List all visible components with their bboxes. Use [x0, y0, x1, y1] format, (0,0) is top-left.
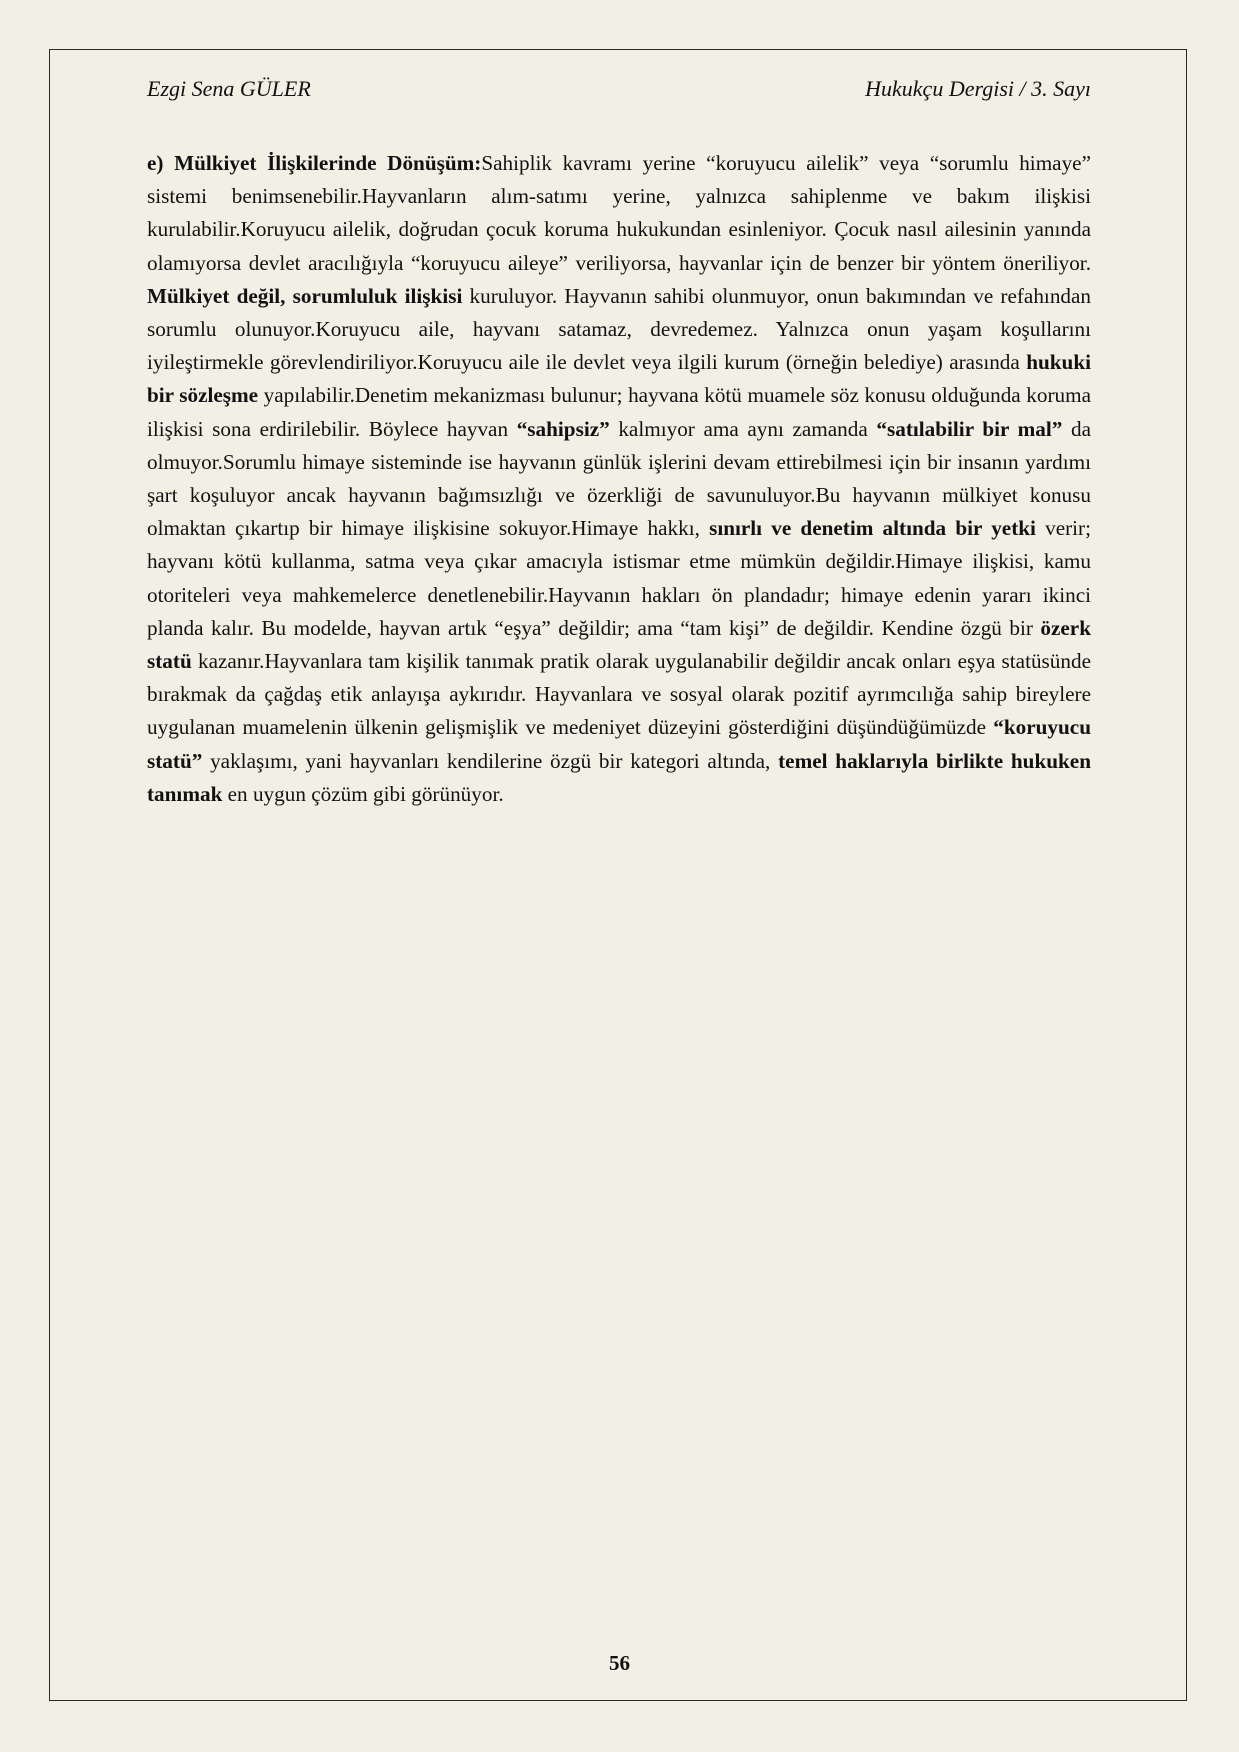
- text-run: kazanır.Hayvanlara tam kişilik tanımak pratik olarak uygulanabilir değildir ancak onları eşya statüsünde bırakmak da çağdaş etik anlayışa aykırıdır. Hayvanlara ve sosyal olarak pozitif ayrımcılığa sahip bireylere uygulanan muamelenin ülkenin gelişmişlik ve medeniyet düzeyini gösterdiğini düşündüğümüzde: [147, 649, 1091, 740]
- text-run: kalmıyor ama aynı zamanda: [609, 416, 877, 441]
- emphasis: özerk statü: [147, 615, 1091, 674]
- text-run: kuruluyor. Hayvanın sahibi olunmuyor, onun bakımından ve refahından sorumlu olunuyor.Koruyucu aile, hayvanı satamaz, devredemez. Yalnızca onun yaşam koşullarını iyileştirmekle görevlendiriliyor.Koruyucu aile ile devlet veya ilgili kurum (örneğin belediye) arasında: [147, 283, 1092, 375]
- emphasis: “sahipsiz”: [516, 416, 610, 441]
- header-author: Ezgi Sena GÜLER: [147, 76, 311, 101]
- text-run: en uygun çözüm gibi görünüyor.: [222, 781, 504, 806]
- body-paragraph: [147, 147, 1091, 811]
- text-run: da olmuyor.Sorumlu himaye sisteminde ise hayvanın günlük işlerini devam ettirebilmesi için bir insanın yardımı şart koşuluyor ancak hayvanın bağımsızlığı ve özerkliği de savunuluyor.Bu hayvanın mülkiyet konusu olmaktan çıkartıp bir himaye ilişkisine sokuyor.Himaye hakkı,: [147, 416, 1091, 541]
- text-run: yaklaşımı, yani hayvanları kendilerine özgü bir kategori altında,: [202, 748, 779, 773]
- header-journal: Hukukçu Dergisi / 3. Sayı: [865, 76, 1091, 101]
- text-run: yapılabilir.Denetim mekanizması bulunur; hayvana kötü muamele söz konusu olduğunda koruma ilişkisi sona erdirilebilir. Böylece hayvan: [147, 383, 1091, 441]
- section-heading: e) Mülkiyet İlişkilerinde Dönüşüm:: [147, 151, 482, 175]
- running-header: [147, 73, 1091, 105]
- page-number: 56: [609, 1651, 630, 1675]
- emphasis: Mülkiyet değil, sorumluluk ilişkisi: [147, 283, 463, 308]
- text-run: Sahiplik kavramı yerine “koruyucu ailelik” veya “sorumlu himaye” sistemi benimsenebilir.Hayvanların alım-satımı yerine, yalnızca sahiplenme ve bakım ilişkisi kurulabilir.Koruyucu ailelik, doğrudan çocuk koruma hukukundan esinleniyor. Çocuk nasıl ailesinin yanında olamıyorsa devlet aracılığıyla “koruyucu aileye” veriliyorsa, hayvanlar için de benzer bir yöntem öneriliyor.: [147, 151, 1091, 275]
- text-run: verir; hayvanı kötü kullanma, satma veya çıkar amacıyla istismar etme mümkün değildir.Himaye ilişkisi, kamu otoriteleri veya mahkemelerce denetlenebilir.Hayvanın hakları ön plandadır; himaye edenin yararı ikinci planda kalır. Bu modelde, hayvan artık “eşya” değildir; ama “tam kişi” de değildir. Kendine özgü bir: [147, 516, 1091, 640]
- emphasis: “satılabilir bir mal”: [876, 416, 1063, 441]
- emphasis: temel haklarıyla birlikte hukuken tanımak: [147, 748, 1091, 806]
- emphasis: sınırlı ve denetim altında bir yetki: [709, 516, 1036, 541]
- emphasis: “koruyucu statü”: [147, 715, 1091, 773]
- emphasis: hukuki bir sözleşme: [147, 350, 1091, 408]
